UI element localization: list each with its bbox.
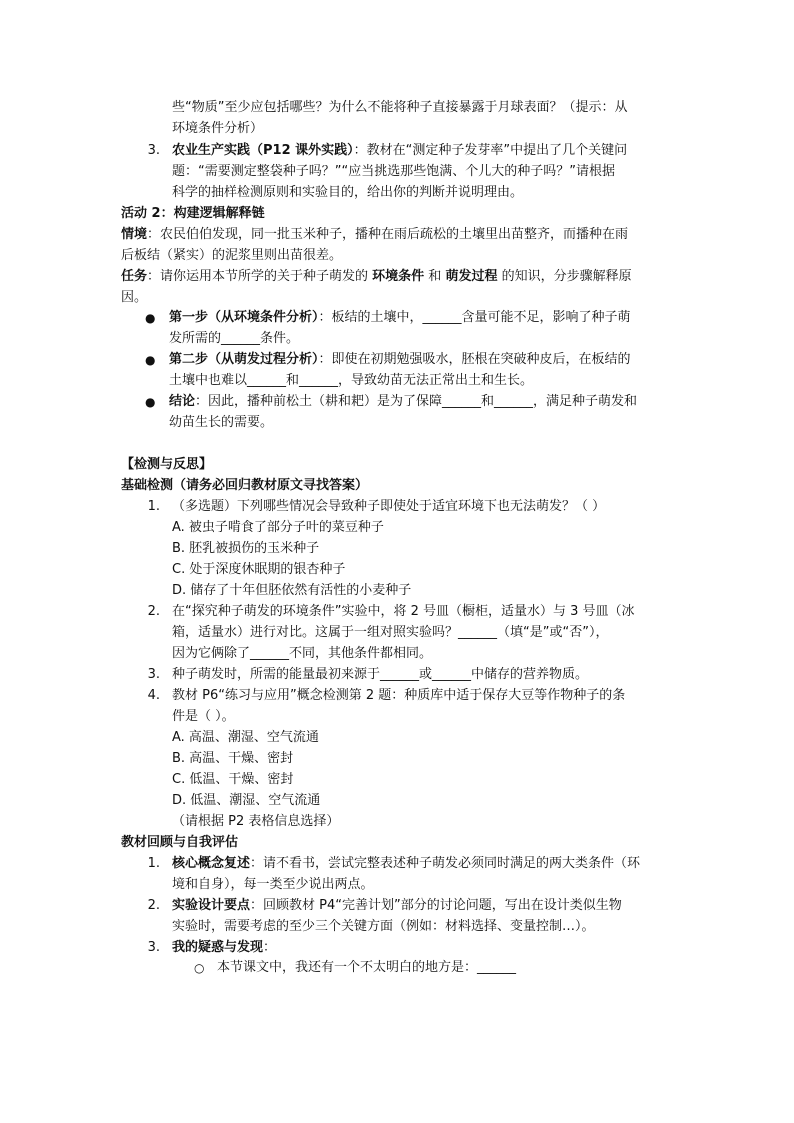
- option: C. 处于深度休眠期的银杏种子: [172, 562, 346, 577]
- activity-title: 活动 2：构建逻辑解释链: [121, 206, 265, 221]
- question-text: 种子萌发时，所需的能量最初来源于______或______中储存的营养物质。: [172, 667, 589, 682]
- text-line: 境和自身），每一类至少说出两点。: [172, 877, 374, 892]
- list-number: 1.: [147, 499, 160, 514]
- circle-bullet-icon: ○: [194, 961, 205, 975]
- item-heading: 我的疑惑与发现: [172, 940, 264, 955]
- list-number: 2.: [147, 898, 160, 913]
- list-number: 3.: [147, 143, 160, 158]
- subsection-title: 基础检测（请务必回归教材原文寻找答案）: [121, 478, 369, 493]
- text-line: 土壤中也难以______和______，导致幼苗无法正常出土和生长。: [169, 373, 534, 388]
- text-line: 因。: [121, 290, 148, 305]
- task-text: ：请你运用本节所学的关于种子萌发的: [147, 269, 373, 284]
- question-text: 箱，适量水）进行对比。这属于一组对照实验吗？______（填“是”或“否”），: [172, 625, 609, 640]
- question-text: 件是（ ）。: [172, 709, 235, 724]
- option: B. 高温、干燥、密封: [172, 751, 294, 766]
- task-line: [121, 267, 632, 287]
- text-line: 题：“需要测定整袋种子吗？”“应当挑选那些饱满、个儿大的种子吗？”请根据: [172, 164, 615, 179]
- task-keyword: 萌发过程: [445, 269, 498, 284]
- option: D. 低温、潮湿、空气流通: [172, 793, 321, 808]
- text-line: 幼苗生长的需要。: [169, 415, 274, 430]
- option: D. 储存了十年但胚依然有活性的小麦种子: [172, 583, 412, 598]
- item-text: ：教材在“测定种子发芽率”中提出了几个关键问: [353, 143, 628, 158]
- situation-line: [121, 225, 628, 245]
- item-text: ：: [263, 940, 277, 955]
- list-number: 2.: [147, 604, 160, 619]
- text-line: 些“物质”至少应包括哪些？为什么不能将种子直接暴露于月球表面？（提示：从: [172, 100, 628, 115]
- bullet-item: [169, 392, 637, 412]
- task-keyword: 环境条件: [372, 269, 425, 284]
- question-text: 因为它俩除了______不同，其他条件都相同。: [172, 646, 433, 661]
- list-number: 3.: [147, 940, 160, 955]
- bullet-item: [169, 308, 631, 328]
- text-line: 发所需的______条件。: [169, 331, 300, 346]
- list-item: [172, 938, 276, 958]
- subsection-title: 教材回顾与自我评估: [121, 835, 239, 850]
- question-text: 教材 P6“练习与应用”概念检测第 2 题：种质库中适于保存大豆等作物种子的条: [172, 688, 626, 703]
- hint-text: （请根据 P2 表格信息选择）: [172, 814, 340, 829]
- task-text: 的知识，分步骤解释原: [497, 269, 632, 284]
- bullet-dot-icon: ●: [145, 353, 156, 367]
- item-text: ：请不看书，尝试完整表述种子萌发必须同时满足的两大类条件（环: [250, 856, 641, 871]
- bullet-text: ：因此，播种前松土（耕和耙）是为了保障______和______，满足种子萌发和: [195, 394, 638, 409]
- list-item: [172, 854, 640, 874]
- bullet-heading: 结论: [169, 394, 196, 409]
- task-label: 任务: [121, 269, 148, 284]
- option: B. 胚乳被损伤的玉米种子: [172, 541, 320, 556]
- text-line: 环境条件分析）: [172, 121, 264, 136]
- item-text: ：回顾教材 P4“完善计划”部分的讨论问题，写出在设计类似生物: [250, 898, 622, 913]
- bullet-dot-icon: ●: [145, 395, 156, 409]
- item-heading: 实验设计要点: [172, 898, 251, 913]
- question-text: （多选题）下列哪些情况会导致种子即使处于适宜环境下也无法萌发？（ ）: [172, 499, 606, 514]
- task-text: 和: [424, 269, 446, 284]
- list-number: 1.: [147, 856, 160, 871]
- item-heading: 核心概念复述: [172, 856, 251, 871]
- situation-label: 情境: [121, 227, 148, 242]
- section-title: 【检测与反思】: [121, 457, 213, 472]
- situation-text: ：农民伯伯发现，同一批玉米种子，播种在雨后疏松的土壤里出苗整齐，而播种在雨: [147, 227, 629, 242]
- bullet-text: ：即使在初期勉强吸水，胚根在突破种皮后，在板结的: [318, 352, 631, 367]
- text-line: 科学的抽样检测原则和实验目的，给出你的判断并说明理由。: [172, 185, 524, 200]
- bullet-item: [169, 350, 631, 370]
- text-line: 后板结（紧实）的泥浆里则出苗很差。: [121, 248, 343, 263]
- option: A. 高温、潮湿、空气流通: [172, 730, 319, 745]
- text-line: 实验时，需要考虑的至少三个关键方面（例如：材料选择、变量控制…）。: [172, 919, 595, 934]
- list-item: [172, 141, 627, 161]
- option: A. 被虫子啃食了部分子叶的菜豆种子: [172, 520, 384, 535]
- item-heading: 农业生产实践（P12 课外实践）: [172, 143, 354, 158]
- bullet-heading: 第二步（从萌发过程分析）: [169, 352, 319, 367]
- bullet-dot-icon: ●: [145, 311, 156, 325]
- list-item: [172, 896, 622, 916]
- bullet-text: ：板结的土壤中，______含量可能不足，影响了种子萌: [318, 310, 631, 325]
- list-number: 3.: [147, 667, 160, 682]
- bullet-heading: 第一步（从环境条件分析）: [169, 310, 319, 325]
- option: C. 低温、干燥、密封: [172, 772, 294, 787]
- list-number: 4.: [147, 688, 160, 703]
- question-text: 在“探究种子萌发的环境条件”实验中，将 2 号皿（橱柜，适量水）与 3 号皿（冰: [172, 604, 635, 619]
- sub-bullet-text: 本节课文中，我还有一个不太明白的地方是：______: [217, 960, 517, 975]
